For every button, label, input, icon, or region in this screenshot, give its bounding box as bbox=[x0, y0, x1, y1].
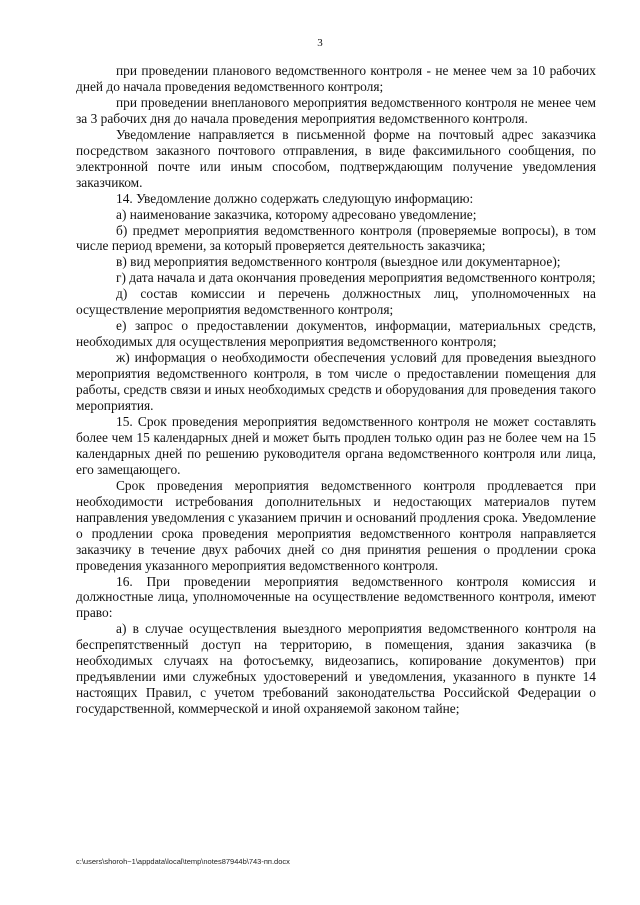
paragraph: в) вид мероприятия ведомственного контроля (выездное или документарное); bbox=[116, 254, 561, 270]
footer-file-path: c:\users\shoroh~1\appdata\local\temp\notes87944b\743-пп.docx bbox=[76, 857, 290, 866]
paragraph: г) дата начала и дата окончания проведения мероприятия ведомственного контроля; bbox=[116, 270, 596, 286]
paragraph: Уведомление направляется в письменной форме на почтовый адрес заказчика посредством заказного почтового отправления, в виде факсимильного сообщения, по электронной почте или иным способом, подтверждающим получение уведомления заказчиком. bbox=[76, 126, 596, 190]
paragraph: 16. При проведении мероприятия ведомственного контроля комиссия и должностные лица, уполномоченные на осуществление ведомственного контроля, имеют право: bbox=[76, 573, 596, 621]
paragraph: д) состав комиссии и перечень должностных лиц, уполномоченных на осуществление мероприятия ведомственного контроля; bbox=[76, 286, 596, 318]
paragraph: 15. Срок проведения мероприятия ведомственного контроля не может составлять более чем 15 календарных дней и может быть продлен только один раз не более чем на 15 календарных дней по решению руководителя органа ведомственного контроля или лица, его замещающего. bbox=[76, 413, 596, 477]
paragraph: при проведении внепланового мероприятия ведомственного контроля не менее чем за 3 рабочих дня до начала проведения мероприятия ведомственного контроля. bbox=[76, 94, 596, 126]
paragraph: Срок проведения мероприятия ведомственного контроля продлевается при необходимости истребования дополнительных и недостающих материалов путем направления уведомления с указанием причин и оснований продления срока. Уведомление о продлении срока проведения мероприятия ведомственного контроля направляется заказчику в течение двух рабочих дней со дня принятия решения о продлении срока проведения указанного мероприятия ведомственного контроля. bbox=[76, 477, 596, 573]
paragraph: при проведении планового ведомственного контроля - не менее чем за 10 рабочих дней до начала проведения ведомственного контроля; bbox=[76, 63, 596, 94]
paragraph: е) запрос о предоставлении документов, информации, материальных средств, необходимых для осуществления мероприятия ведомственного контроля; bbox=[76, 318, 596, 350]
paragraph: а) наименование заказчика, которому адресовано уведомление; bbox=[116, 206, 477, 222]
paragraph: ж) информация о необходимости обеспечения условий для проведения выездного мероприятия ведомственного контроля, в том числе о предоставлении помещения для работы, средств связи и иных необходимых средств и оборудования для проведения такого мероприятия. bbox=[76, 350, 596, 414]
paragraph: а) в случае осуществления выездного мероприятия ведомственного контроля на беспрепятственный доступ на территорию, в помещения, здания заказчика (в необходимых случаях на фотосъемку, видеозапись, копирование документов) при предъявлении ими служебных удостоверений и уведомления, указанного в пункте 14 настоящих Правил, с учетом требований законодательства Российской Федерации о государственной, коммерческой и иной охраняемой законом тайне; bbox=[76, 621, 596, 717]
document-body bbox=[76, 63, 596, 717]
paragraph: 14. Уведомление должно содержать следующую информацию: bbox=[116, 190, 474, 206]
page-number: 3 bbox=[317, 37, 323, 49]
paragraph: б) предмет мероприятия ведомственного контроля (проверяемые вопросы), в том числе период времени, за который проверяется деятельность заказчика; bbox=[76, 222, 596, 254]
